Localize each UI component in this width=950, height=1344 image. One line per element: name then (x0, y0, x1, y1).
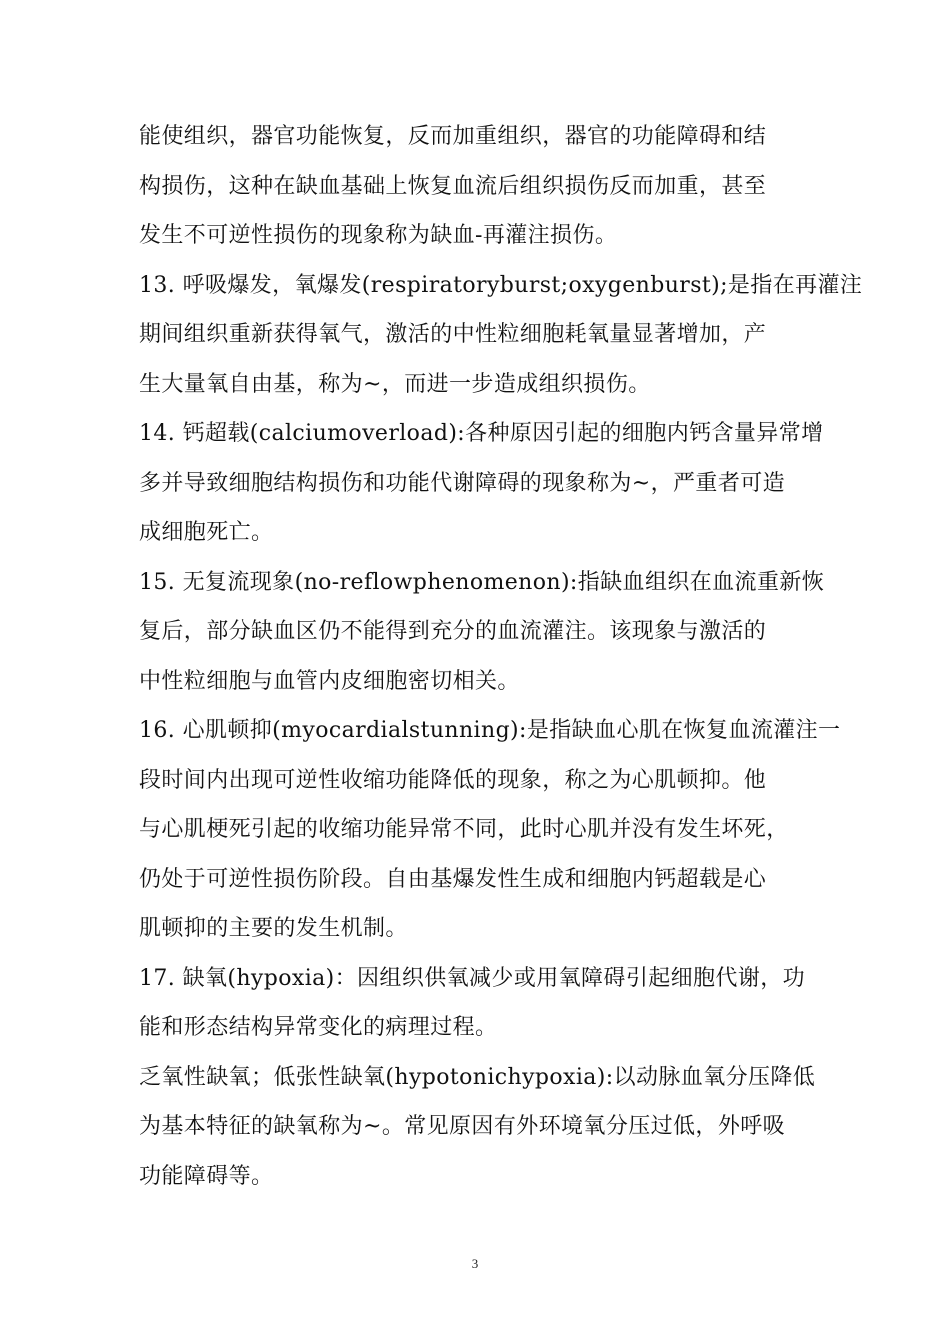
text-line: 中性粒细胞与血管内皮细胞密切相关。 (139, 668, 520, 694)
text-line: 生大量氧自由基，称为~，而进一步造成组织损伤。 (139, 371, 651, 397)
text-line: 构损伤，这种在缺血基础上恢复血流后组织损伤反而加重，甚至 (139, 173, 767, 199)
text-line: 能使组织，器官功能恢复，反而加重组织，器官的功能障碍和结 (139, 124, 767, 149)
text-line: 多并导致细胞结构损伤和功能代谢障碍的现象称为~，严重者可造 (139, 470, 786, 496)
text-line: 能和形态结构异常变化的病理过程。 (139, 1015, 498, 1040)
document-body (139, 112, 884, 1201)
page-number: 3 (471, 1256, 479, 1271)
text-line: 17. 缺氧(hypoxia)：因组织供氧减少或用氧障碍引起细胞代谢，功 (139, 965, 806, 991)
text-line: 期间组织重新获得氧气，激活的中性粒细胞耗氧量显著增加，产 (139, 322, 767, 347)
text-line: 复后，部分缺血区仍不能得到充分的血流灌注。该现象与激活的 (139, 619, 767, 644)
text-line: 14. 钙超载(calciumoverload):各种原因引起的细胞内钙含量异常增 (139, 421, 824, 446)
text-line: 16. 心肌顿抑(myocardialstunning):是指缺血心肌在恢复血流灌注一 (139, 718, 841, 743)
text-line: 15. 无复流现象(no-reflowphenomenon):指缺血组织在血流重新恢 (139, 569, 825, 595)
text-line: 段时间内出现可逆性收缩功能降低的现象，称之为心肌顿抑。他 (139, 767, 767, 793)
text-line: 仍处于可逆性损伤阶段。自由基爆发性生成和细胞内钙超载是心 (139, 866, 767, 892)
text-line: 与心肌梗死引起的收缩功能异常不同，此时心肌并没有发生坏死， (139, 817, 789, 842)
text-line: 功能障碍等。 (139, 1163, 274, 1189)
text-line: 13. 呼吸爆发，氧爆发(respiratoryburst;oxygenburst);是指在再灌注 (139, 272, 863, 298)
text-line: 肌顿抑的主要的发生机制。 (139, 916, 408, 941)
text-line: 发生不可逆性损伤的现象称为缺血-再灌注损伤。 (139, 223, 618, 248)
text-line: 成细胞死亡。 (139, 520, 274, 545)
text-line: 为基本特征的缺氧称为~。常见原因有外环境氧分压过低，外呼吸 (139, 1114, 786, 1139)
text-line: 乏氧性缺氧；低张性缺氧(hypotonichypoxia):以动脉血氧分压降低 (139, 1064, 816, 1090)
